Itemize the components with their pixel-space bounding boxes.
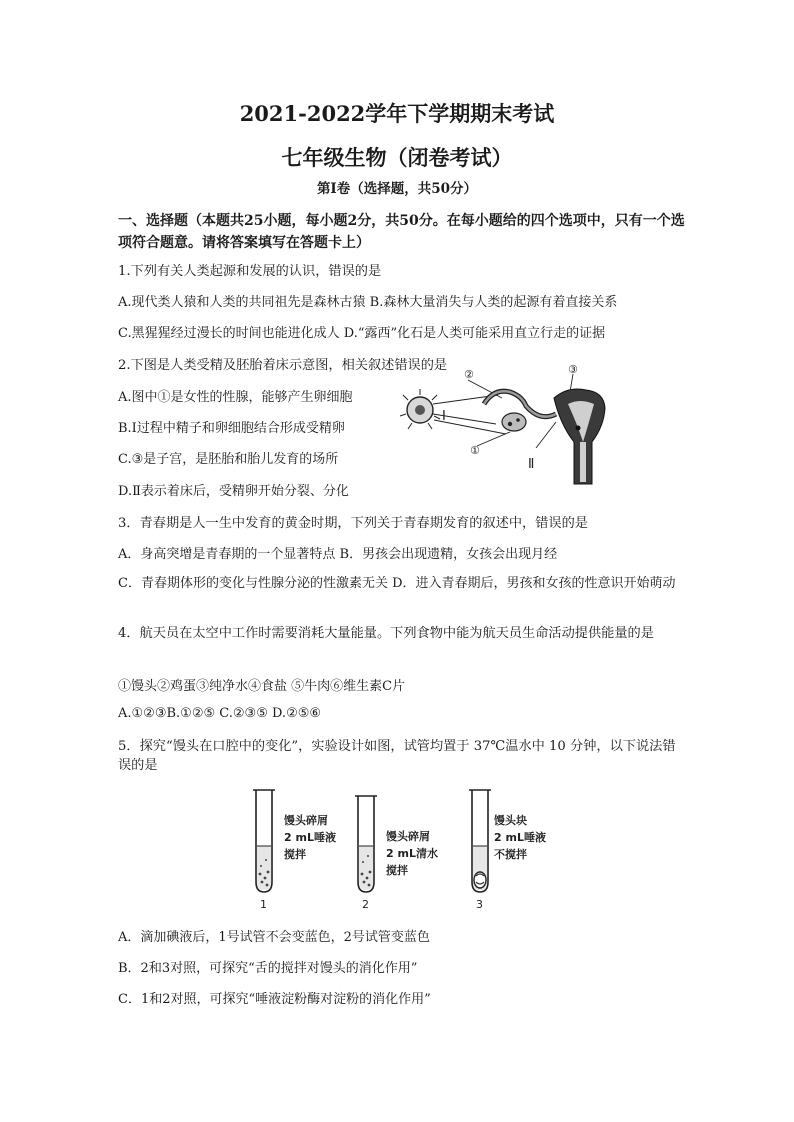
q2-stem: 2.下图是人类受精及胚胎着床示意图，相关叙述错误的是 [118,358,448,373]
exam-title: 2021-2022学年下学期期末考试 [239,101,555,126]
label-2: ② [464,368,474,381]
label-roman-1: Ⅰ [442,409,446,424]
tube-1-label-2: 2 mL唾液 [284,831,336,844]
tube-1-number: 1 [260,898,267,910]
q2-option-c: C.③是子宫，是胚胎和胎儿发育的场所 [118,452,339,467]
oviduct-ovary-icon [484,391,556,431]
tube-2-label-1: 馒头碎屑 [386,830,430,843]
tube-1-label-1: 馒头碎屑 [284,814,328,827]
test-tube-3-icon [469,790,491,892]
tube-1-label-3: 搅拌 [284,848,306,861]
q5-option-a: A．滴加碘液后，1号试管不会变蓝色，2号试管变蓝色 [118,930,430,945]
q1-options-cd: C.黑猩猩经过漫长的时间也能进化成人 D.“露西”化石是人类可能采用直立行走的证据 [118,326,606,341]
fertilization-diagram [398,362,610,490]
label-1: ① [470,444,480,457]
egg-sperm-icon [400,389,440,429]
q2-option-d: D.Ⅱ表示着床后，受精卵开始分裂、分化 [118,484,349,499]
q4-options: A.①②③B.①②⑤ C.②③⑤ D.②⑤⑥ [118,706,322,721]
q1-stem: 1.下列有关人类起源和发展的认识，错误的是 [118,264,382,279]
q2-option-b: B.Ⅰ过程中精子和卵细胞结合形成受精卵 [118,421,345,436]
exam-subtitle: 七年级生物（闭卷考试） [281,145,513,170]
tube-3-label-1: 馒头块 [494,814,527,827]
q3-options-ab: A．身高突增是青春期的一个显著特点 B．男孩会出现遗精，女孩会出现月经 [118,547,558,562]
part-heading: 第Ⅰ卷（选择题，共50分） [316,181,478,197]
tube-2-number: 2 [362,898,369,910]
q3-options-cd: C．青春期体形的变化与性腺分泌的性激素无关 D．进入青春期后，男孩和女孩的性意识开始萌动 [118,576,676,591]
test-tube-diagram [236,786,566,910]
q4-items: ①馒头②鸡蛋③纯净水④食盐 ⑤牛肉⑥维生素C片 [118,679,406,694]
q2-option-a: A.图中①是女性的性腺，能够产生卵细胞 [118,390,353,405]
q5-option-b: B．2和3对照，可探究“舌的搅拌对馒头的消化作用” [118,961,418,976]
q1-options-ab: A.现代类人猿和人类的共同祖先是森林古猿 B.森林大量消失与人类的起源有着直接关系 [118,295,618,310]
label-3: ③ [568,363,578,376]
q4-stem: 4．航天员在太空中工作时需要消耗大量能量。下列食物中能为航天员生命活动提供能量的是 [118,626,654,641]
q5-stem: 5．探究“馒头在口腔中的变化”，实验设计如图，试管均置于 37℃温水中 10 分钟，以下说法错误的是 [118,739,676,773]
q5-option-c: C．1和2对照，可探究“唾液淀粉酶对淀粉的消化作用” [118,992,431,1007]
tube-3-label-2: 2 mL唾液 [494,831,546,844]
label-roman-2: Ⅱ [528,457,535,472]
uterus-icon [554,389,605,484]
tube-3-number: 3 [476,898,483,910]
tube-3-label-3: 不搅拌 [494,848,527,861]
q3-stem: 3．青春期是人一生中发育的黄金时期，下列关于青春期发育的叙述中，错误的是 [118,516,588,531]
test-tube-2-icon [355,796,377,892]
section-heading: 一、选择题（本题共25小题，每小题2分，共50分。在每小题给的四个选项中，只有一个选项符合题意。请将答案填写在答题卡上） [118,213,685,251]
tube-2-label-2: 2 mL清水 [386,847,438,860]
test-tube-1-icon [253,790,275,892]
tube-2-label-3: 搅拌 [386,864,408,877]
